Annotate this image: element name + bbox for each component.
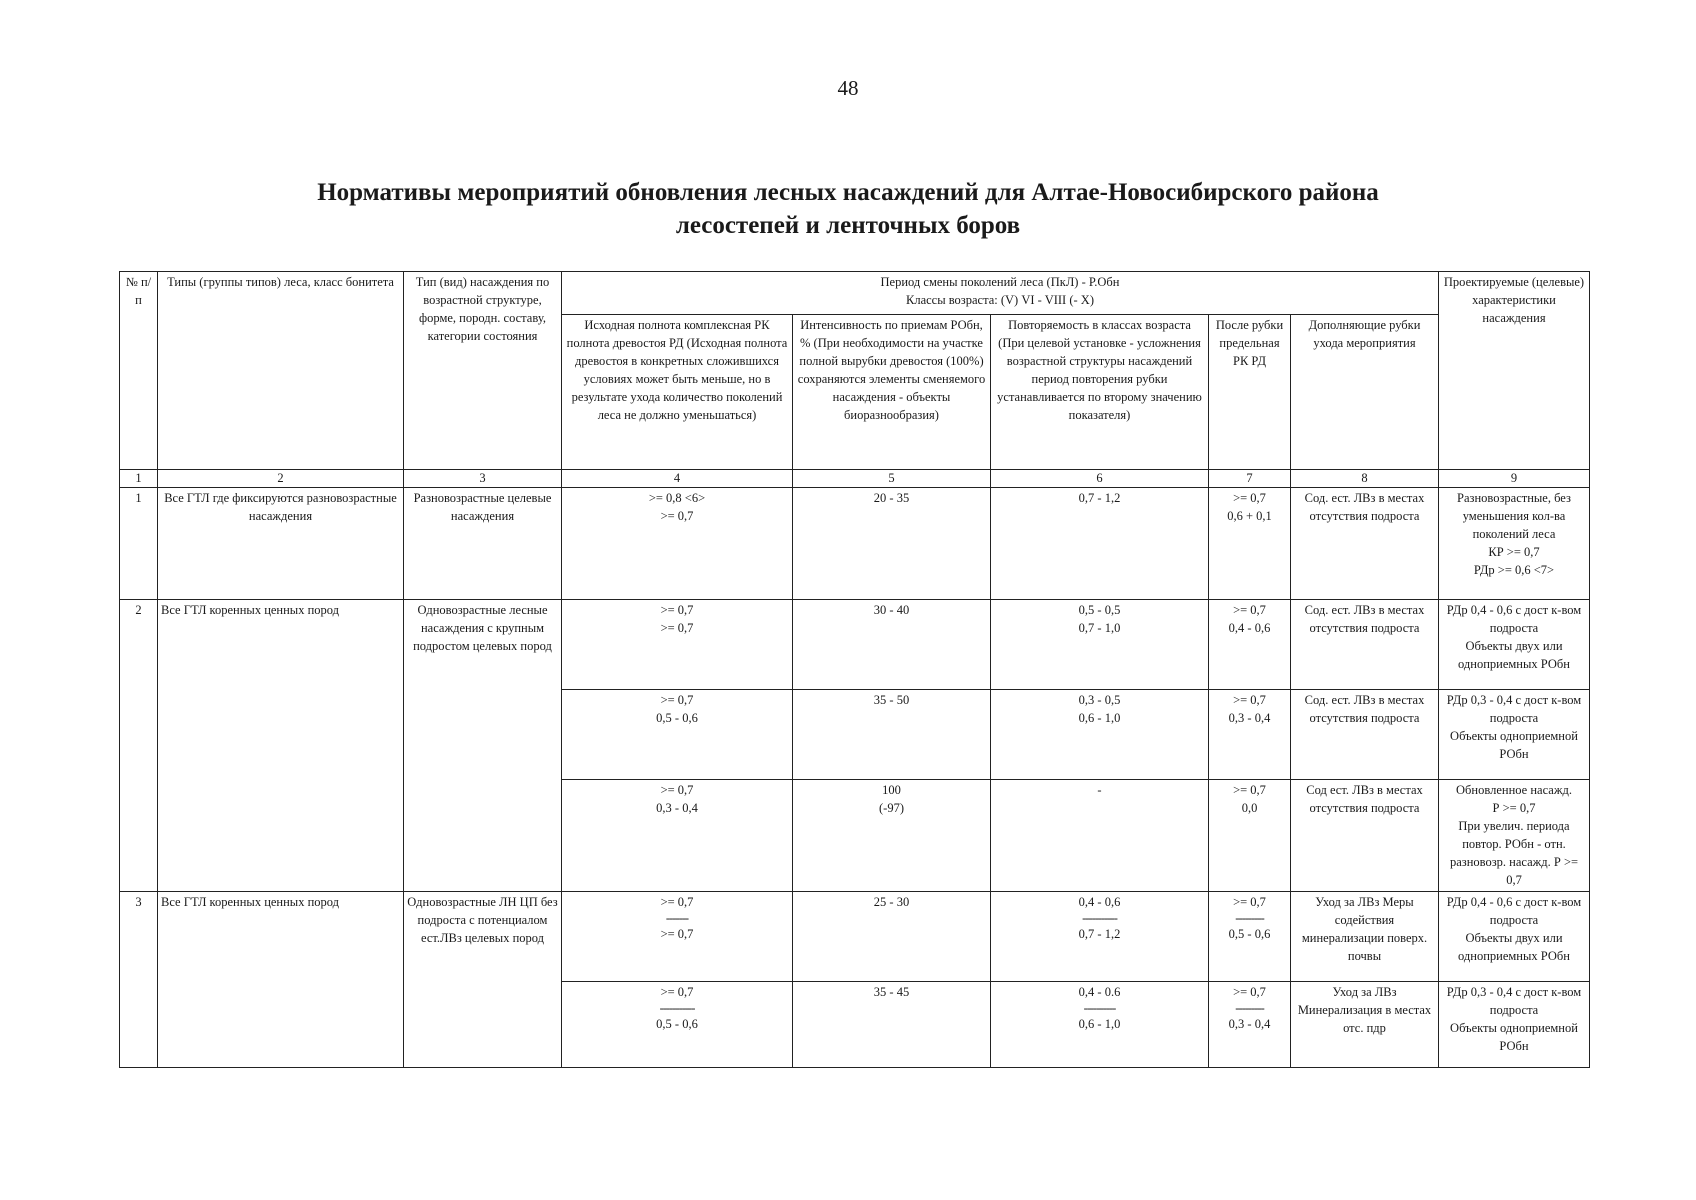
fraction-divider: -----------	[1082, 911, 1117, 925]
cell-line: >= 0,7	[660, 783, 694, 797]
repeatability-cell	[991, 982, 1209, 1068]
cell-line: 0,5 - 0,6	[1228, 927, 1271, 941]
target-cell	[1439, 690, 1590, 780]
cell-line: Обновленное насажд.	[1456, 783, 1572, 797]
stand-type-cell: Одновозрастные ЛН ЦП без подроста с потенциалом ест.ЛВз целевых пород	[404, 892, 562, 1068]
measures-cell: Уход за ЛВз Минерализация в местах отс. пдр	[1291, 982, 1439, 1068]
cell-line: Объекты одноприемной РОбн	[1450, 729, 1578, 761]
title-line-1: Нормативы мероприятий обновления лесных насаждений для Алтае-Новосибирского района	[317, 179, 1379, 206]
measures-cell: Сод. ест. ЛВз в местах отсутствия подроста	[1291, 488, 1439, 600]
cell-line: Объекты двух или одноприемных РОбн	[1458, 931, 1570, 963]
header-forest-types: Типы (группы типов) леса, класс бонитета	[158, 272, 404, 470]
cell-line: 0,7 - 1,0	[1078, 621, 1121, 635]
cell-line: РДр 0,4 - 0,6 с дост к-вом подроста	[1446, 603, 1582, 635]
cell-line: Объекты одноприемной РОбн	[1450, 1021, 1578, 1053]
header-period	[562, 272, 1439, 315]
measures-cell: Сод. ест. ЛВз в местах отсутствия подроста	[1291, 690, 1439, 780]
target-cell	[1439, 488, 1590, 600]
initial-density-cell	[562, 600, 793, 690]
header-intensity: Интенсивность по приемам РОбн, % (При необходимости на участке полной вырубки древостоя (100%) сохраняются элементы сменяемого насаждения - объекты биоразнообразия)	[793, 315, 991, 470]
cell-line: >= 0,7	[660, 895, 694, 909]
intensity-cell	[793, 892, 991, 982]
cell-line: КР >= 0,7	[1488, 545, 1540, 559]
cell-line: 0,7 - 1,2	[1078, 491, 1121, 505]
cell-line: >= 0,7	[1233, 895, 1266, 909]
column-number: 1	[120, 470, 158, 488]
table-row	[120, 488, 1590, 600]
column-number: 9	[1439, 470, 1590, 488]
measures-cell: Уход за ЛВз Меры содействия минерализации поверх. почвы	[1291, 892, 1439, 982]
cell-line: >= 0,7	[660, 603, 694, 617]
cell-line: 0,5 - 0,5	[1078, 603, 1121, 617]
cell-line: >= 0,8 <6>	[648, 491, 706, 505]
cell-line: 0,3 - 0,4	[656, 801, 698, 815]
after-cutting-cell	[1209, 690, 1291, 780]
row-number: 1	[120, 488, 158, 600]
cell-line: 0,6 + 0,1	[1227, 509, 1272, 523]
cell-line: 0,4 - 0.6	[1078, 985, 1121, 999]
header-additional-measures: Дополняющие рубки ухода мероприятия	[1291, 315, 1439, 470]
after-cutting-cell	[1209, 982, 1291, 1068]
column-number: 3	[404, 470, 562, 488]
header-period-line-2: Классы возраста: (V) VI - VIII (- X)	[906, 293, 1094, 307]
cell-line: 100	[882, 783, 901, 797]
measures-cell: Сод. ест. ЛВз в местах отсутствия подроста	[1291, 600, 1439, 690]
repeatability-cell	[991, 600, 1209, 690]
cell-line: 0,4 - 0,6	[1078, 895, 1121, 909]
header-row-1	[120, 272, 1590, 315]
header-after-cutting: После рубки предельная РК РД	[1209, 315, 1291, 470]
target-cell	[1439, 892, 1590, 982]
after-cutting-cell	[1209, 780, 1291, 892]
intensity-cell	[793, 780, 991, 892]
target-cell	[1439, 982, 1590, 1068]
cell-line: При увелич. периода повтор. РОбн - отн. разновозр. насажд. Р >= 0,7	[1449, 819, 1579, 887]
fraction-divider: ---------	[1235, 1001, 1264, 1015]
stand-type-cell: Разновозрастные целевые насаждения	[404, 488, 562, 600]
cell-line: (-97)	[879, 801, 904, 815]
header-target-characteristics: Проектируемые (целевые) характеристики насаждения	[1439, 272, 1590, 470]
norms-table	[119, 271, 1590, 1068]
cell-line: РДр 0,4 - 0,6 с дост к-вом подроста	[1446, 895, 1582, 927]
repeatability-cell	[991, 690, 1209, 780]
cell-line: Объекты двух или одноприемных РОбн	[1458, 639, 1570, 671]
intensity-cell	[793, 690, 991, 780]
intensity-cell	[793, 600, 991, 690]
cell-line: 0,3 - 0,5	[1078, 693, 1121, 707]
header-num: № п/п	[120, 272, 158, 470]
cell-line: 0,4 - 0,6	[1228, 621, 1271, 635]
repeatability-cell	[991, 892, 1209, 982]
intensity-cell	[793, 488, 991, 600]
forest-type-cell: Все ГТЛ где фиксируются разновозрастные насаждения	[158, 488, 404, 600]
initial-density-cell	[562, 982, 793, 1068]
cell-line: 0,5 - 0,6	[656, 711, 698, 725]
column-number: 6	[991, 470, 1209, 488]
cell-line: >= 0,7	[660, 985, 694, 999]
cell-line: 25 - 30	[873, 895, 910, 909]
cell-line: >= 0,7	[1233, 985, 1266, 999]
header-stand-type: Тип (вид) насаждения по возрастной структуре, форме, породн. составу, категории состояния	[404, 272, 562, 470]
cell-line: Р >= 0,7	[1492, 801, 1536, 815]
fraction-divider: -----------	[659, 1001, 695, 1015]
forest-type-cell: Все ГТЛ коренных ценных пород	[158, 600, 404, 892]
cell-line: 0,5 - 0,6	[656, 1017, 698, 1031]
target-cell	[1439, 780, 1590, 892]
fraction-divider: ----------	[1083, 1001, 1116, 1015]
cell-line: 30 - 40	[873, 603, 910, 617]
cell-line: >= 0,7	[1233, 783, 1266, 797]
intensity-cell	[793, 982, 991, 1068]
cell-line: Разновозрастные, без уменьшения кол-ва поколений леса	[1457, 491, 1571, 541]
fraction-divider: ---------	[1235, 911, 1264, 925]
initial-density-cell	[562, 690, 793, 780]
stand-type-cell: Одновозрастные лесные насаждения с крупным подростом целевых пород	[404, 600, 562, 892]
column-number: 5	[793, 470, 991, 488]
page-title	[0, 176, 1696, 242]
cell-line: >= 0,7	[660, 927, 694, 941]
cell-line: >= 0,7	[1233, 603, 1266, 617]
title-line-2: лесостепей и ленточных боров	[675, 212, 1021, 239]
cell-line: >= 0,7	[660, 509, 694, 523]
cell-line: 35 - 45	[873, 985, 910, 999]
table-row	[120, 600, 1590, 690]
cell-line: 35 - 50	[873, 693, 910, 707]
cell-line: 20 - 35	[873, 491, 910, 505]
column-number: 8	[1291, 470, 1439, 488]
cell-line: 0,6 - 1,0	[1078, 1017, 1121, 1031]
row-number: 2	[120, 600, 158, 892]
column-numbers-row	[120, 470, 1590, 488]
cell-line: РДр 0,3 - 0,4 с дост к-вом подроста	[1446, 985, 1582, 1017]
after-cutting-cell	[1209, 600, 1291, 690]
page-number: 48	[837, 76, 859, 100]
cell-line: >= 0,7	[660, 693, 694, 707]
repeatability-cell	[991, 780, 1209, 892]
cell-line: 0,0	[1241, 801, 1258, 815]
cell-line: 0,6 - 1,0	[1078, 711, 1121, 725]
row-number: 3	[120, 892, 158, 1068]
fraction-divider: -------	[665, 911, 689, 925]
table-row	[120, 892, 1590, 982]
cell-line: РДр 0,3 - 0,4 с дост к-вом подроста	[1446, 693, 1582, 725]
header-initial-density: Исходная полнота комплексная РК полнота древостоя РД (Исходная полнота древостоя в конкретных сложившихся условиях может быть меньше, но в результате ухода количество поколений леса не должно уменьшаться)	[562, 315, 793, 470]
initial-density-cell	[562, 892, 793, 982]
cell-line: 0,3 - 0,4	[1228, 1017, 1271, 1031]
repeatability-cell	[991, 488, 1209, 600]
header-period-line-1: Период смены поколений леса (ПкЛ) - Р.Обн	[880, 275, 1120, 289]
initial-density-cell	[562, 780, 793, 892]
forest-type-cell: Все ГТЛ коренных ценных пород	[158, 892, 404, 1068]
column-number: 7	[1209, 470, 1291, 488]
after-cutting-cell	[1209, 892, 1291, 982]
cell-line: 0,3 - 0,4	[1228, 711, 1271, 725]
cell-line: >= 0,7	[1233, 693, 1266, 707]
cell-line: 0,7 - 1,2	[1078, 927, 1121, 941]
cell-line: РДр >= 0,6 <7>	[1473, 563, 1555, 577]
target-cell	[1439, 600, 1590, 690]
measures-cell: Сод ест. ЛВз в местах отсутствия подроста	[1291, 780, 1439, 892]
column-number: 4	[562, 470, 793, 488]
cell-line: >= 0,7	[660, 621, 694, 635]
cell-line: >= 0,7	[1233, 491, 1266, 505]
initial-density-cell	[562, 488, 793, 600]
column-number: 2	[158, 470, 404, 488]
cell-line: -	[1097, 783, 1102, 797]
header-repeatability: Повторяемость в классах возраста (При целевой установке - усложнения возрастной структуры насаждений период повторения рубки устанавливается по второму значению показателя)	[991, 315, 1209, 470]
after-cutting-cell	[1209, 488, 1291, 600]
